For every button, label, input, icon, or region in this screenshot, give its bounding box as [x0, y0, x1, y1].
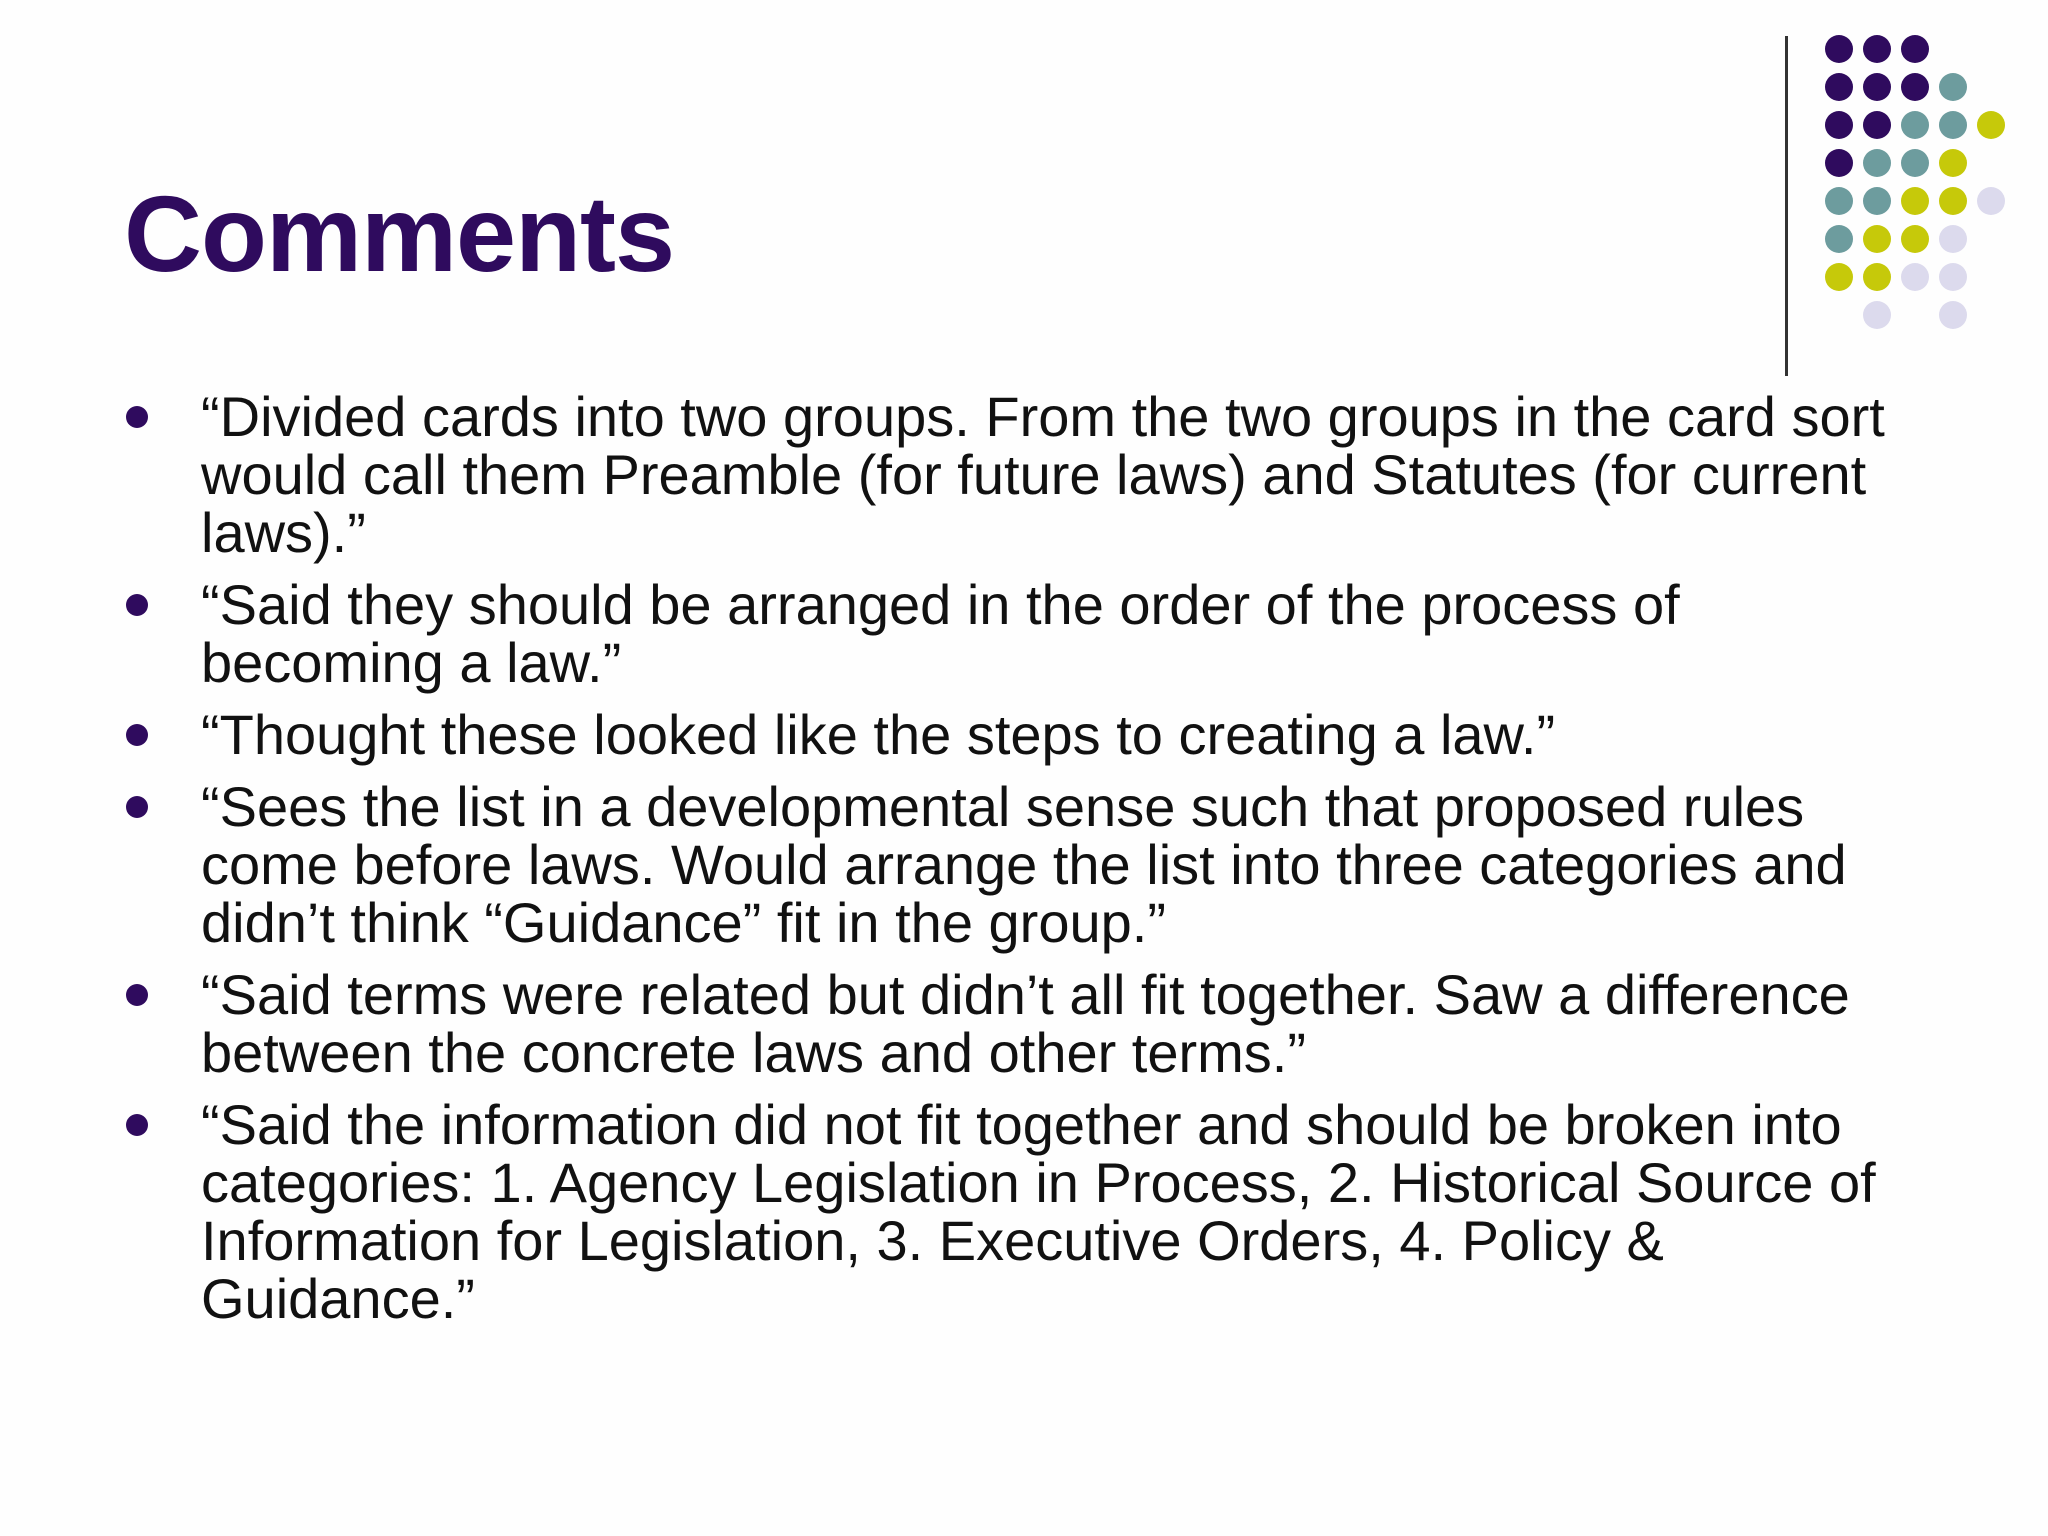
decorative-dot — [1863, 187, 1891, 215]
decorative-dot — [1863, 263, 1891, 291]
bullet-dot-icon — [126, 984, 148, 1006]
bullet-dot-icon — [126, 796, 148, 818]
decorative-dot — [1901, 187, 1929, 215]
comment-text: “Divided cards into two groups. From the two groups in the card sort would call them Preamble (for future laws) and Statutes (for current laws).” — [201, 385, 1885, 564]
comment-text: “Sees the list in a developmental sense such that proposed rules come before laws. Would arrange the list into three categories and didn’t think “Guidance” fit in the group.” — [201, 775, 1847, 954]
decorative-dot — [1863, 111, 1891, 139]
decorative-dot — [1825, 225, 1853, 253]
decorative-dot — [1901, 73, 1929, 101]
comment-text: “Said the information did not fit together and should be broken into categories: 1. Agency Legislation in Process, 2. Historical Source of Information for Legislation, 3. Executive Orders, 4. Policy & Guidance.” — [201, 1093, 1876, 1330]
decorative-dot — [1863, 225, 1891, 253]
decorative-dot — [1901, 263, 1929, 291]
list-item — [124, 703, 1924, 766]
comment-text: “Said terms were related but didn’t all fit together. Saw a difference between the concrete laws and other terms.” — [201, 963, 1850, 1084]
decorative-dot — [1863, 35, 1891, 63]
decorative-dot — [1825, 35, 1853, 63]
comment-text: “Thought these looked like the steps to creating a law.” — [201, 703, 1556, 766]
decorative-dot — [1863, 149, 1891, 177]
decorative-dot — [1901, 35, 1929, 63]
list-item — [124, 1093, 1924, 1330]
decorative-dot — [1939, 301, 1967, 329]
comment-list — [124, 385, 1924, 1342]
decorative-dot — [1825, 149, 1853, 177]
list-item — [124, 385, 1924, 564]
list-item — [124, 775, 1924, 954]
decorative-dot — [1977, 111, 2005, 139]
decorative-dot — [1825, 73, 1853, 101]
decorative-dot — [1901, 225, 1929, 253]
decorative-dot — [1901, 111, 1929, 139]
decorative-dot — [1825, 187, 1853, 215]
decorative-dot — [1863, 301, 1891, 329]
decorative-dot — [1939, 187, 1967, 215]
decorative-dot — [1901, 149, 1929, 177]
title-divider-line — [1785, 36, 1788, 376]
decorative-dot — [1939, 111, 1967, 139]
decorative-dot — [1939, 263, 1967, 291]
comment-text: “Said they should be arranged in the order of the process of becoming a law.” — [201, 573, 1680, 694]
list-item — [124, 573, 1924, 694]
slide-title: Comments — [124, 173, 675, 294]
list-item — [124, 963, 1924, 1084]
decorative-dot — [1863, 73, 1891, 101]
decorative-dot — [1825, 111, 1853, 139]
decorative-dot — [1939, 225, 1967, 253]
bullet-dot-icon — [126, 724, 148, 746]
bullet-dot-icon — [126, 594, 148, 616]
decorative-dot — [1939, 149, 1967, 177]
bullet-dot-icon — [126, 406, 148, 428]
decorative-dot — [1977, 187, 2005, 215]
decorative-dot — [1825, 263, 1853, 291]
decorative-dot — [1939, 73, 1967, 101]
bullet-dot-icon — [126, 1114, 148, 1136]
